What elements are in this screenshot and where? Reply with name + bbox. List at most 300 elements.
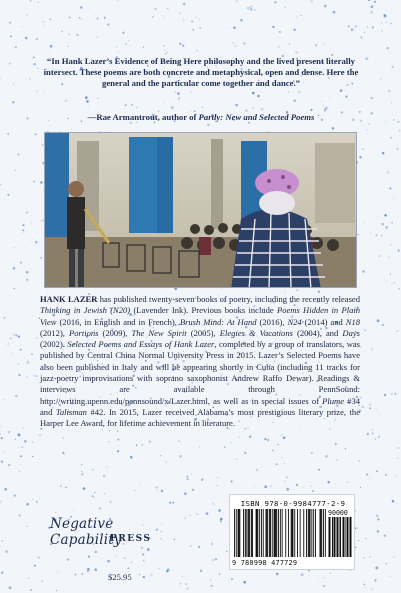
speckle-dot bbox=[193, 29, 194, 30]
barcode-bar bbox=[248, 509, 249, 557]
speckle-dot bbox=[226, 551, 227, 552]
speckle-dot bbox=[395, 208, 396, 209]
barcode-bar bbox=[338, 517, 339, 557]
speckle-dot bbox=[7, 194, 9, 196]
speckle-dot bbox=[32, 456, 33, 457]
speckle-dot bbox=[9, 22, 11, 24]
speckle-dot bbox=[38, 1, 39, 2]
speckle-dot bbox=[63, 438, 64, 439]
speckle-dot bbox=[218, 458, 219, 459]
speckle-dot bbox=[368, 60, 369, 61]
speckle-dot bbox=[15, 439, 16, 440]
speckle-dot bbox=[230, 442, 231, 443]
speckle-dot bbox=[3, 128, 4, 129]
speckle-dot bbox=[130, 456, 133, 459]
speckle-dot bbox=[55, 512, 56, 513]
speckle-dot bbox=[18, 470, 20, 472]
speckle-dot bbox=[256, 469, 258, 471]
speckle-dot bbox=[206, 512, 209, 515]
speckle-dot bbox=[30, 0, 32, 2]
barcode-bar bbox=[308, 509, 309, 557]
speckle-dot bbox=[31, 353, 33, 355]
speckle-dot bbox=[42, 20, 45, 23]
speckle-dot bbox=[15, 395, 18, 398]
speckle-dot bbox=[372, 26, 374, 28]
speckle-dot bbox=[32, 64, 33, 65]
speckle-dot bbox=[4, 399, 5, 400]
speckle-dot bbox=[39, 498, 40, 499]
speckle-dot bbox=[179, 455, 181, 457]
speckle-dot bbox=[67, 558, 69, 560]
barcode-bar bbox=[261, 509, 262, 557]
speckle-dot bbox=[360, 36, 362, 38]
speckle-dot bbox=[15, 334, 17, 336]
speckle-dot bbox=[386, 563, 387, 564]
speckle-dot bbox=[22, 233, 23, 234]
speckle-dot bbox=[220, 518, 222, 520]
speckle-dot bbox=[168, 50, 169, 51]
speckle-dot bbox=[397, 457, 399, 459]
speckle-dot bbox=[363, 221, 364, 222]
barcode-bar bbox=[337, 517, 338, 557]
barcode-bar bbox=[343, 517, 344, 557]
speckle-dot bbox=[81, 464, 83, 466]
speckle-dot bbox=[395, 476, 396, 477]
speckle-dot bbox=[378, 216, 379, 217]
speckle-dot bbox=[181, 576, 182, 577]
speckle-dot bbox=[367, 433, 369, 435]
speckle-dot bbox=[110, 501, 112, 503]
speckle-dot bbox=[369, 407, 371, 409]
speckle-dot bbox=[211, 543, 212, 544]
speckle-dot bbox=[231, 481, 233, 483]
speckle-dot bbox=[68, 34, 70, 36]
speckle-dot bbox=[272, 26, 274, 28]
speckle-dot bbox=[12, 101, 14, 103]
speckle-dot bbox=[122, 32, 124, 34]
speckle-dot bbox=[296, 289, 298, 291]
speckle-dot bbox=[370, 11, 373, 14]
speckle-dot bbox=[18, 447, 19, 448]
barcode-bar bbox=[236, 509, 237, 557]
barcode-bar bbox=[346, 517, 347, 557]
barcode-bar bbox=[320, 509, 321, 557]
speckle-dot bbox=[26, 278, 29, 281]
speckle-dot bbox=[167, 568, 170, 571]
speckle-dot bbox=[36, 501, 38, 503]
speckle-dot bbox=[106, 466, 107, 467]
speckle-dot bbox=[7, 133, 9, 135]
speckle-dot bbox=[210, 579, 212, 581]
speckle-dot bbox=[360, 487, 361, 488]
speckle-dot bbox=[36, 91, 37, 92]
speckle-dot bbox=[358, 234, 359, 235]
barcode-bar bbox=[325, 509, 326, 557]
speckle-dot bbox=[293, 28, 296, 31]
speckle-dot bbox=[65, 486, 67, 488]
speckle-dot bbox=[362, 270, 365, 273]
barcode-bar bbox=[344, 517, 345, 557]
speckle-dot bbox=[361, 406, 364, 409]
speckle-dot bbox=[386, 280, 387, 281]
speckle-dot bbox=[20, 262, 22, 264]
barcode-bar bbox=[259, 509, 260, 557]
speckle-dot bbox=[18, 363, 19, 364]
speckle-dot bbox=[152, 16, 154, 18]
speckle-dot bbox=[362, 148, 363, 149]
speckle-dot bbox=[34, 63, 36, 65]
speckle-dot bbox=[278, 46, 280, 48]
speckle-dot bbox=[370, 232, 371, 233]
speckle-dot bbox=[375, 61, 376, 62]
speckle-dot bbox=[0, 502, 1, 504]
speckle-dot bbox=[26, 362, 28, 364]
speckle-dot bbox=[310, 109, 312, 111]
speckle-dot bbox=[269, 485, 271, 487]
speckle-dot bbox=[40, 257, 42, 259]
speckle-dot bbox=[325, 455, 328, 458]
speckle-dot bbox=[195, 17, 196, 18]
barcode-bar bbox=[306, 509, 307, 557]
barcode-bar bbox=[257, 509, 258, 557]
speckle-dot bbox=[50, 31, 51, 32]
speckle-dot bbox=[391, 102, 393, 104]
speckle-dot bbox=[243, 42, 246, 45]
speckle-dot bbox=[49, 53, 50, 54]
speckle-dot bbox=[252, 92, 255, 95]
speckle-dot bbox=[382, 152, 384, 154]
speckle-dot bbox=[318, 291, 320, 293]
speckle-dot bbox=[389, 188, 391, 190]
speckle-dot bbox=[284, 463, 285, 464]
speckle-dot bbox=[363, 557, 364, 558]
speckle-dot bbox=[18, 514, 20, 516]
speckle-dot bbox=[185, 518, 186, 519]
speckle-dot bbox=[8, 464, 10, 466]
barcode-bar bbox=[335, 517, 336, 557]
speckle-dot bbox=[396, 148, 398, 150]
speckle-dot bbox=[189, 515, 191, 517]
speckle-dot bbox=[367, 26, 368, 27]
speckle-dot bbox=[198, 33, 199, 34]
speckle-dot bbox=[6, 332, 7, 333]
blurb-book-title: Partly: New and Selected Poems bbox=[198, 112, 315, 122]
speckle-dot bbox=[198, 546, 200, 548]
speckle-dot bbox=[332, 127, 334, 129]
price: $25.95 bbox=[108, 572, 132, 582]
barcode-bar bbox=[336, 517, 337, 557]
barcode-bar bbox=[275, 509, 276, 557]
speckle-dot bbox=[89, 9, 90, 10]
speckle-dot bbox=[264, 23, 265, 24]
speckle-dot bbox=[32, 59, 33, 60]
speckle-dot bbox=[183, 3, 186, 6]
speckle-dot bbox=[330, 97, 331, 98]
speckle-dot bbox=[347, 482, 348, 483]
speckle-dot bbox=[13, 334, 15, 336]
speckle-dot bbox=[382, 324, 384, 326]
publisher-name: Negative Capability bbox=[50, 516, 122, 548]
publisher-logo bbox=[42, 514, 182, 558]
speckle-dot bbox=[198, 430, 199, 431]
speckle-dot bbox=[131, 562, 132, 563]
speckle-dot bbox=[199, 447, 200, 448]
speckle-dot bbox=[160, 455, 161, 456]
speckle-dot bbox=[39, 434, 42, 437]
speckle-dot bbox=[201, 478, 203, 480]
speckle-dot bbox=[377, 530, 379, 532]
speckle-dot bbox=[234, 45, 236, 47]
barcode-bar bbox=[269, 509, 270, 557]
speckle-dot bbox=[187, 587, 189, 589]
barcode-bar bbox=[282, 509, 283, 557]
speckle-dot bbox=[391, 284, 392, 285]
speckle-dot bbox=[224, 446, 226, 448]
speckle-dot bbox=[169, 502, 171, 504]
speckle-dot bbox=[38, 557, 40, 559]
speckle-dot bbox=[283, 436, 286, 439]
speckle-dot bbox=[359, 156, 361, 158]
speckle-dot bbox=[389, 257, 390, 258]
speckle-dot bbox=[13, 83, 14, 84]
speckle-dot bbox=[199, 19, 200, 20]
barcode-bar bbox=[300, 509, 301, 557]
speckle-dot bbox=[29, 78, 31, 80]
speckle-dot bbox=[310, 486, 311, 487]
speckle-dot bbox=[199, 27, 201, 29]
speckle-dot bbox=[231, 578, 233, 580]
barcode-bar bbox=[238, 509, 239, 557]
barcode-bar bbox=[272, 509, 273, 557]
speckle-dot bbox=[236, 459, 237, 460]
speckle-dot bbox=[386, 22, 387, 23]
speckle-dot bbox=[333, 11, 336, 14]
speckle-dot bbox=[87, 570, 89, 572]
speckle-dot bbox=[371, 5, 374, 8]
speckle-dot bbox=[5, 550, 8, 553]
speckle-dot bbox=[18, 374, 20, 376]
speckle-dot bbox=[392, 66, 394, 68]
barcode-bar bbox=[257, 509, 258, 557]
speckle-dot bbox=[254, 9, 256, 11]
speckle-dot bbox=[272, 450, 274, 452]
speckle-dot bbox=[99, 507, 101, 509]
speckle-dot bbox=[391, 222, 393, 224]
speckle-dot bbox=[384, 214, 387, 217]
barcode-bar bbox=[337, 517, 338, 557]
speckle-dot bbox=[369, 404, 371, 406]
speckle-dot bbox=[367, 226, 368, 227]
speckle-dot bbox=[22, 447, 23, 448]
speckle-dot bbox=[1, 572, 3, 574]
speckle-dot bbox=[92, 495, 94, 497]
speckle-dot bbox=[394, 393, 396, 395]
speckle-dot bbox=[257, 95, 260, 98]
speckle-dot bbox=[366, 474, 368, 476]
speckle-dot bbox=[397, 447, 399, 449]
barcode-bar bbox=[350, 517, 351, 557]
speckle-dot bbox=[104, 17, 106, 19]
speckle-dot bbox=[26, 271, 29, 274]
speckle-dot bbox=[14, 494, 17, 497]
speckle-dot bbox=[222, 289, 223, 290]
barcode-bar bbox=[349, 517, 350, 557]
speckle-dot bbox=[4, 404, 5, 405]
speckle-dot bbox=[1, 500, 2, 501]
speckle-dot bbox=[130, 122, 132, 124]
speckle-dot bbox=[45, 101, 46, 102]
speckle-dot bbox=[381, 235, 383, 237]
barcode-bar bbox=[347, 517, 348, 557]
speckle-dot bbox=[218, 509, 221, 512]
speckle-dot bbox=[228, 581, 229, 582]
barcode-bar bbox=[252, 509, 253, 557]
speckle-dot bbox=[143, 560, 145, 562]
speckle-dot bbox=[284, 481, 286, 483]
barcode-bar bbox=[239, 509, 240, 557]
speckle-dot bbox=[274, 1, 276, 3]
speckle-dot bbox=[390, 274, 391, 275]
speckle-dot bbox=[131, 104, 133, 106]
speckle-dot bbox=[384, 15, 387, 18]
speckle-dot bbox=[160, 451, 161, 452]
speckle-dot bbox=[47, 290, 48, 291]
speckle-dot bbox=[372, 433, 374, 435]
speckle-dot bbox=[164, 50, 165, 51]
speckle-dot bbox=[296, 484, 298, 486]
speckle-dot bbox=[220, 520, 222, 522]
speckle-dot bbox=[380, 78, 381, 79]
speckle-dot bbox=[264, 485, 267, 488]
speckle-dot bbox=[277, 444, 279, 446]
speckle-dot bbox=[145, 459, 146, 460]
speckle-dot bbox=[126, 22, 127, 23]
speckle-dot bbox=[4, 198, 5, 199]
speckle-dot bbox=[286, 477, 287, 478]
barcode-bar bbox=[285, 509, 286, 557]
speckle-dot bbox=[167, 8, 168, 9]
speckle-dot bbox=[171, 106, 174, 109]
barcode-bar bbox=[348, 517, 349, 557]
barcode-bar bbox=[291, 509, 292, 557]
speckle-dot bbox=[323, 44, 324, 45]
speckle-dot bbox=[104, 493, 105, 494]
speckle-dot bbox=[243, 581, 246, 584]
author-name: HANK LAZER bbox=[40, 294, 98, 304]
speckle-dot bbox=[9, 63, 11, 65]
speckle-dot bbox=[390, 22, 392, 24]
barcode-bar bbox=[243, 509, 244, 557]
author-bio: HANK LAZER has published twenty-seven books of poetry, including the recently released Thinking in Jewish (N20) (Lavender Ink). Previous books include Poems Hidden in Plain View (2016, in English and in French), Brush Mind: At Hand (2016), N24 (2014) and N18 (2012), Portions (2009), The New Spirit (2005), Elegies & Vacations (2004), and Days (2002). Selected Poems and Essays of Hank Lazer, completed by a group of translators, was published by Central China Normal University Press in 2015. Lazer’s Selected Poems have also been published in Italy and will be appearing shortly in Cuba (including 11 tracks for jazz-poetry improvisations with soprano saxophonist Andrew Raffo Dewar). Readings & interviews are available through PennSound: http://writing.upenn.edu/pennsound/x/Lazer.html, as well as in special issues of Plume #34 and Talisman #42. In 2015, Lazer received Alabama’s most prestigious literary prize, the Harper Lee Award, for lifetime achievement in literature. bbox=[40, 294, 361, 429]
speckle-dot bbox=[81, 573, 83, 575]
speckle-dot bbox=[228, 95, 229, 96]
speckle-dot bbox=[80, 6, 82, 8]
barcode-bar bbox=[345, 517, 346, 557]
barcode-bar bbox=[334, 517, 335, 557]
speckle-dot bbox=[374, 579, 376, 581]
speckle-dot bbox=[33, 57, 35, 59]
speckle-dot bbox=[387, 171, 390, 174]
speckle-dot bbox=[43, 473, 44, 474]
speckle-dot bbox=[178, 440, 180, 442]
speckle-dot bbox=[319, 456, 320, 457]
speckle-dot bbox=[378, 436, 380, 438]
speckle-dot bbox=[236, 0, 237, 1]
barcode-bar bbox=[266, 509, 267, 557]
speckle-dot bbox=[125, 43, 127, 45]
speckle-dot bbox=[254, 486, 255, 487]
speckle-dot bbox=[60, 485, 61, 486]
barcode-bar bbox=[234, 509, 235, 557]
speckle-dot bbox=[212, 559, 215, 562]
speckle-dot bbox=[138, 573, 140, 575]
speckle-dot bbox=[374, 1, 376, 3]
speckle-dot bbox=[127, 567, 129, 569]
speckle-dot bbox=[41, 220, 42, 221]
speckle-dot bbox=[323, 105, 324, 106]
speckle-dot bbox=[13, 267, 16, 270]
speckle-dot bbox=[244, 452, 246, 454]
speckle-dot bbox=[94, 568, 97, 571]
barcode-bar bbox=[310, 509, 311, 557]
barcode-bar bbox=[288, 509, 289, 557]
speckle-dot bbox=[267, 439, 269, 441]
speckle-dot bbox=[377, 319, 380, 322]
speckle-dot bbox=[371, 588, 373, 590]
speckle-dot bbox=[143, 576, 145, 578]
speckle-dot bbox=[117, 430, 119, 432]
speckle-dot bbox=[233, 26, 235, 28]
speckle-dot bbox=[27, 118, 29, 120]
speckle-dot bbox=[297, 17, 298, 18]
speckle-dot bbox=[301, 573, 304, 576]
speckle-dot bbox=[264, 438, 266, 440]
barcode-bar bbox=[351, 517, 352, 557]
speckle-dot bbox=[190, 545, 192, 547]
speckle-dot bbox=[32, 499, 33, 500]
speckle-dot bbox=[303, 487, 304, 488]
speckle-dot bbox=[196, 513, 198, 515]
speckle-dot bbox=[20, 455, 22, 457]
speckle-dot bbox=[250, 8, 252, 10]
speckle-dot bbox=[1, 437, 3, 439]
barcode-bar bbox=[348, 517, 349, 557]
speckle-dot bbox=[375, 198, 376, 199]
speckle-dot bbox=[116, 47, 117, 48]
isbn-barcode bbox=[229, 494, 355, 570]
speckle-dot bbox=[300, 15, 301, 16]
speckle-dot bbox=[2, 99, 3, 100]
speckle-dot bbox=[31, 222, 32, 223]
speckle-dot bbox=[184, 492, 187, 495]
speckle-dot bbox=[26, 526, 27, 527]
barcode-bar bbox=[330, 517, 331, 557]
speckle-dot bbox=[81, 19, 82, 20]
barcode-bar bbox=[329, 517, 330, 557]
speckle-dot bbox=[26, 14, 28, 16]
speckle-dot bbox=[24, 440, 27, 443]
speckle-dot bbox=[381, 30, 383, 32]
speckle-dot bbox=[340, 89, 343, 92]
speckle-dot bbox=[345, 95, 347, 97]
speckle-dot bbox=[315, 44, 317, 46]
speckle-dot bbox=[390, 576, 391, 577]
speckle-dot bbox=[31, 241, 32, 242]
speckle-dot bbox=[382, 43, 383, 44]
speckle-dot bbox=[23, 230, 24, 231]
speckle-dot bbox=[357, 528, 358, 529]
barcode-bar bbox=[293, 509, 294, 557]
